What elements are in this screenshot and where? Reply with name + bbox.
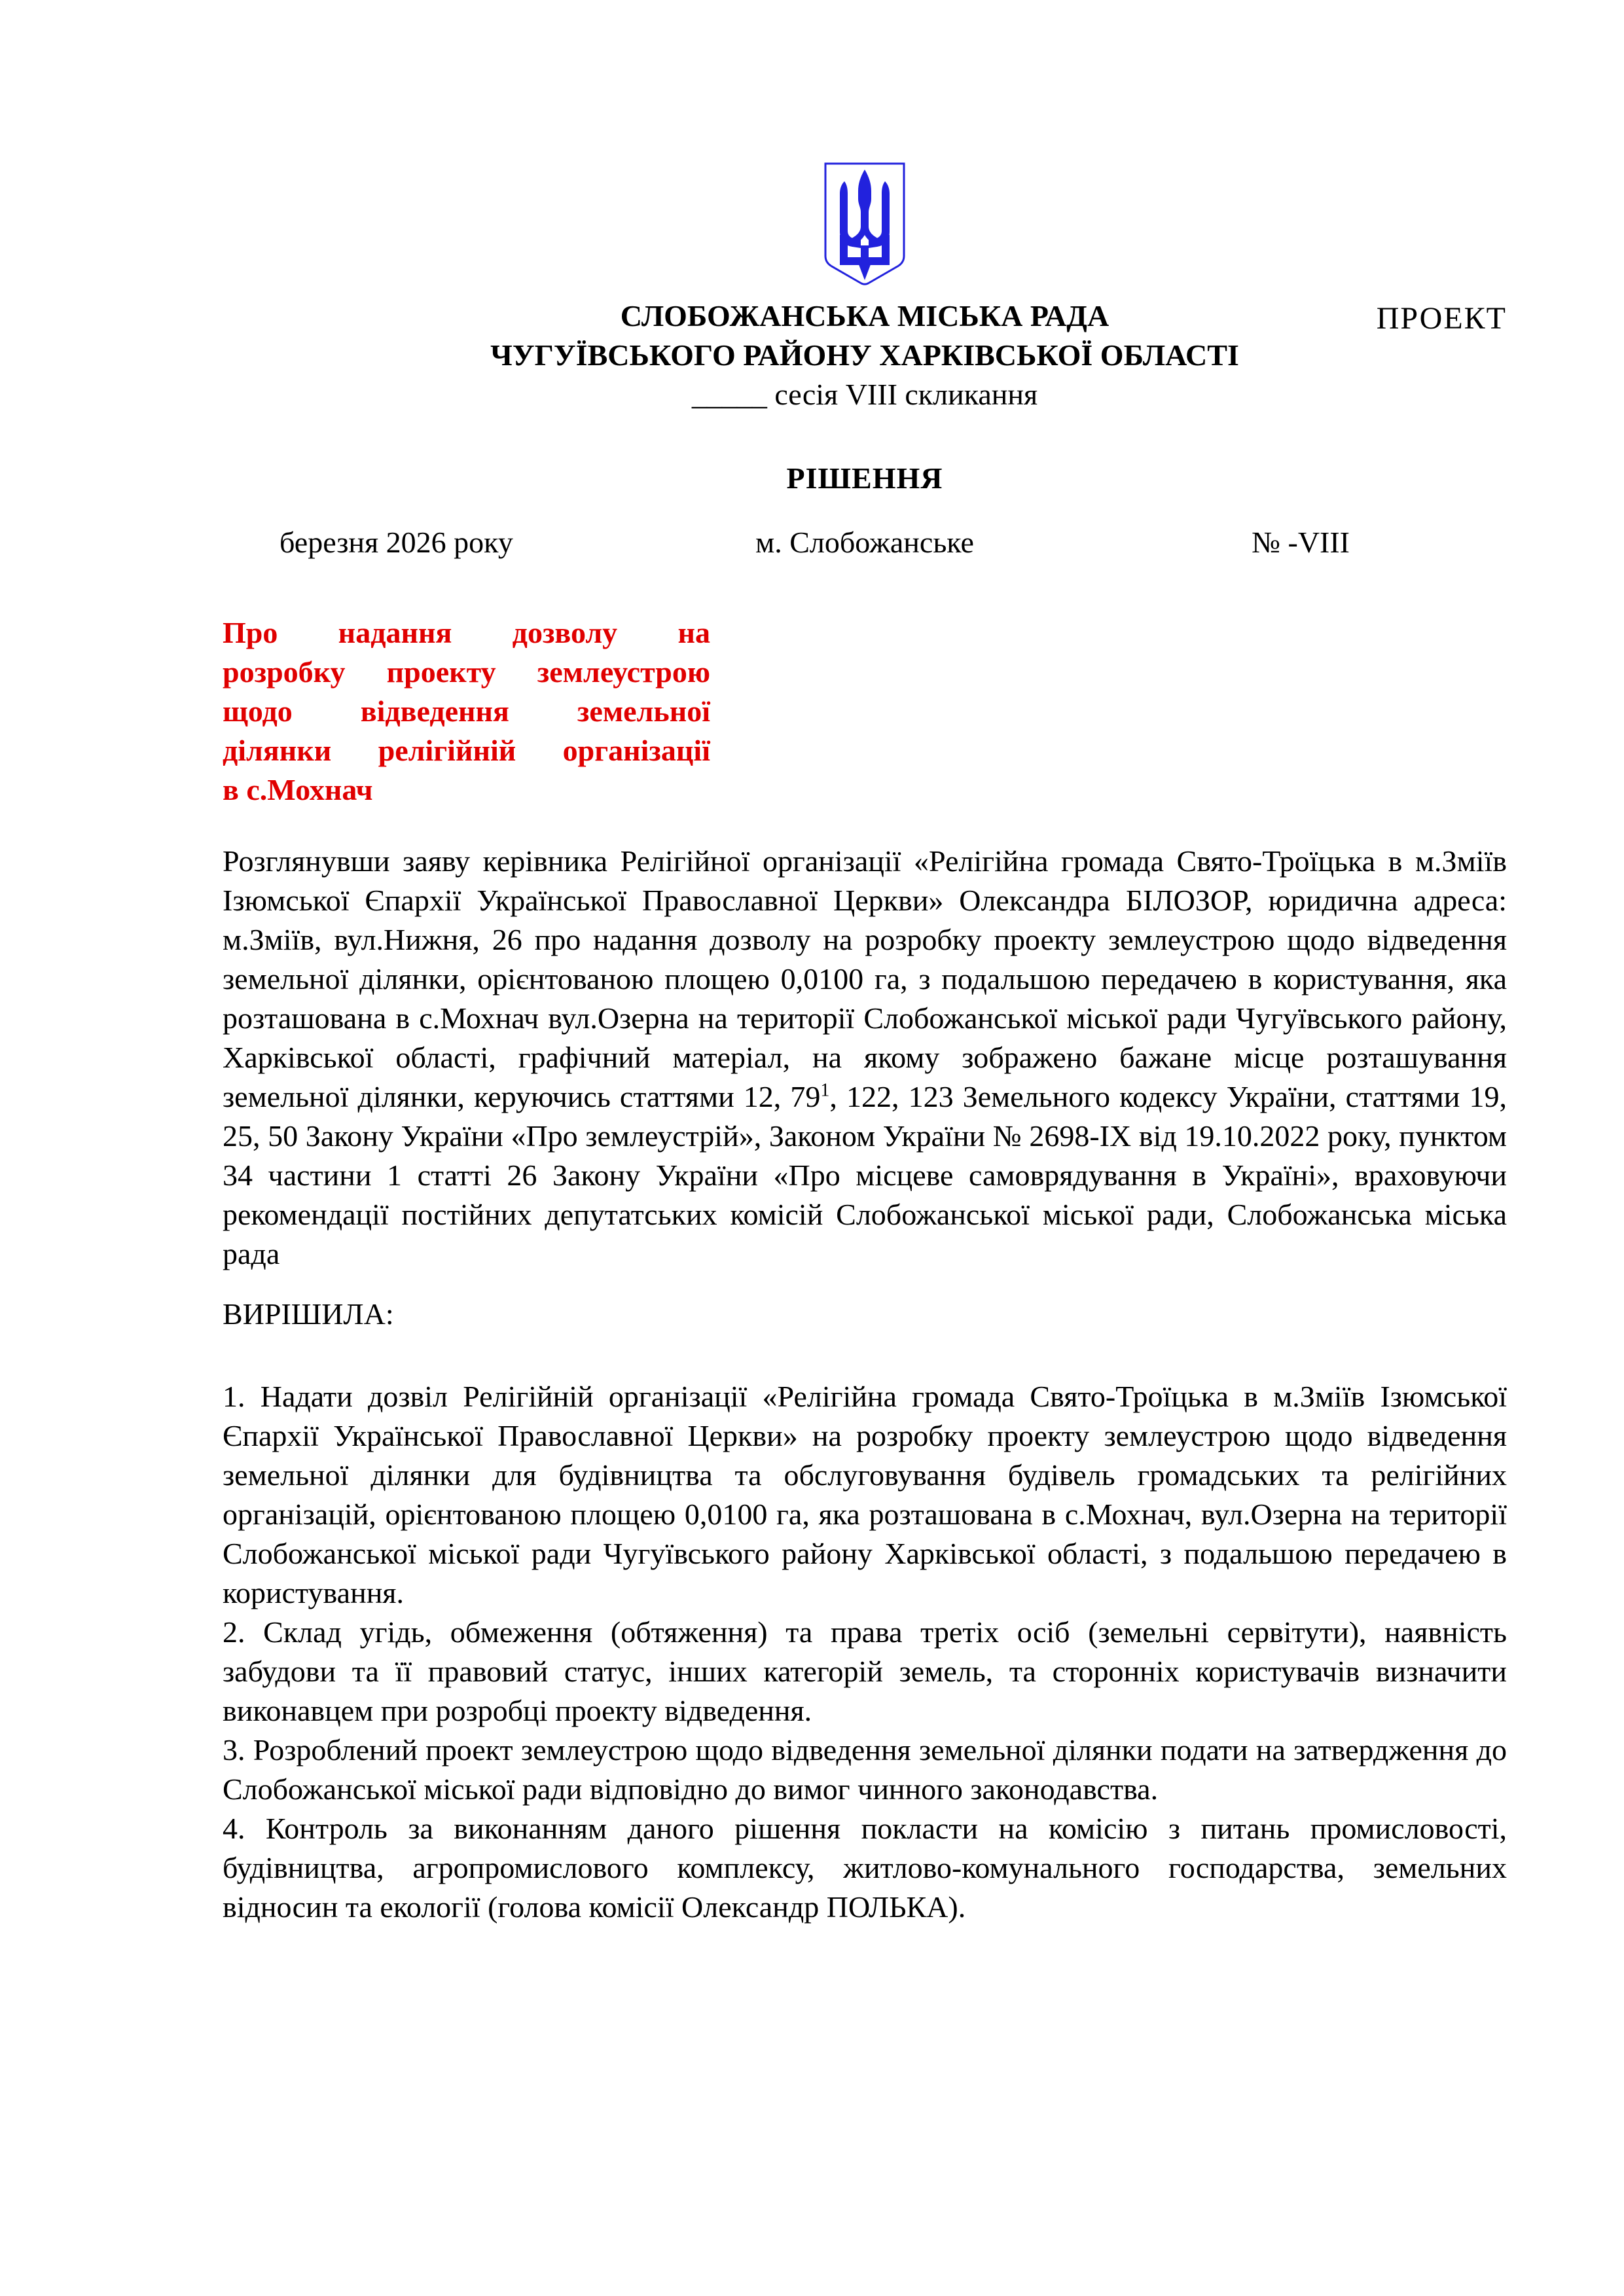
preamble-text-part2: , 122, 123 Земельного кодексу України, статтями 19, 25, 50 Закону України «Про землеустрій», Законом України № 2698-IX від 19.10.2022 року, пунктом 34 частини 1 статті 26 Закону України «Про місцеве самоврядування в Україні», враховуючи рекомендації постійних депутатських комісій Слобожанської міської ради, Слобожанська міська рада [223,1080,1507,1270]
resolution-heading: ВИРІШИЛА: [223,1297,394,1331]
council-name-line2: ЧУГУЇВСЬКОГО РАЙОНУ ХАРКІВСЬКОЇ ОБЛАСТІ [490,338,1239,372]
place-field: м. Слобожанське [755,526,974,559]
subject-line: Про надання дозволу на [223,616,710,649]
document-header [223,162,1507,414]
resolution-item-2: 2. Склад угідь, обмеження (обтяження) та права третіх осіб (земельні сервітути), наявність забудови та її правовий статус, інших категорій земель, та сторонніх користувачів визначити виконавцем при розробці проекту відведення. [223,1615,1507,1727]
resolution-item-4: 4. Контроль за виконанням даного рішення покласти на комісію з питань промисловості, будівництва, агропромислового комплексу, житлово-комунального господарства, земельних відносин та екології (голова комісії Олександр ПОЛЬКА). [223,1812,1507,1924]
subject-line: в с.Мохнач [223,773,373,806]
resolution-item-3: 3. Розроблений проект землеустрою щодо відведення земельної ділянки подати на затвердження до Слобожанської міської ради відповідно до вимог чинного законодавства. [223,1733,1507,1806]
date-place-number-row [223,523,1507,562]
subject-title [223,613,710,810]
resolution-item-1: 1. Надати дозвіл Релігійній організації «Релігійна громада Свято-Троїцька в м.Зміїв Ізюмської Єпархії Української Православної Церкви» на розробку проекту землеустрою щодо відведення земельної ділянки для будівництва та обслуговування будівель громадських та релігійних організацій, орієнтованою площею 0,0100 га, яка розташована в с.Мохнач, вул.Озерна на території Слобожанської міської ради Чугуївського району Харківської області, з подальшою передачею в користування. [223,1380,1507,1609]
ukraine-trident-emblem-icon [823,162,907,286]
council-name-line1: СЛОБОЖАНСЬКА МІСЬКА РАДА [620,299,1110,332]
preamble-paragraph [223,842,1507,1274]
preamble-text-part1: Розглянувши заяву керівника Релігійної організації «Релігійна громада Свято-Троїцька в м.Зміїв Ізюмської Єпархії Української Православної Церкви» Олександра БІЛОЗОР, юридична адреса: м.Зміїв, вул.Нижня, 26 про надання дозволу на розробку проекту землеустрою щодо відведення земельної ділянки, орієнтованою площею 0,0100 га, з подальшою передачею в користування, яка розташована в с.Мохнач вул.Озерна на території Слобожанської міської ради Чугуївського району, Харківської області, графічний матеріал, на якому зображено бажане місце розташування земельної ділянки, керуючись статтями 12, 79 [223,844,1507,1113]
project-label: ПРОЕКТ [1376,301,1507,336]
subject-line: щодо відведення земельної [223,694,710,728]
session-line: _____ сесія VIII скликання [691,378,1038,411]
number-field: № -VIII [1252,526,1350,559]
decision-heading: РІШЕННЯ [786,461,943,495]
subject-line: розробку проекту землеустрою [223,655,710,689]
subject-line: ділянки релігійній організації [223,734,710,767]
resolution-items [223,1377,1507,1927]
preamble-superscript: 1 [820,1080,830,1101]
date-field: березня 2026 року [280,526,513,559]
